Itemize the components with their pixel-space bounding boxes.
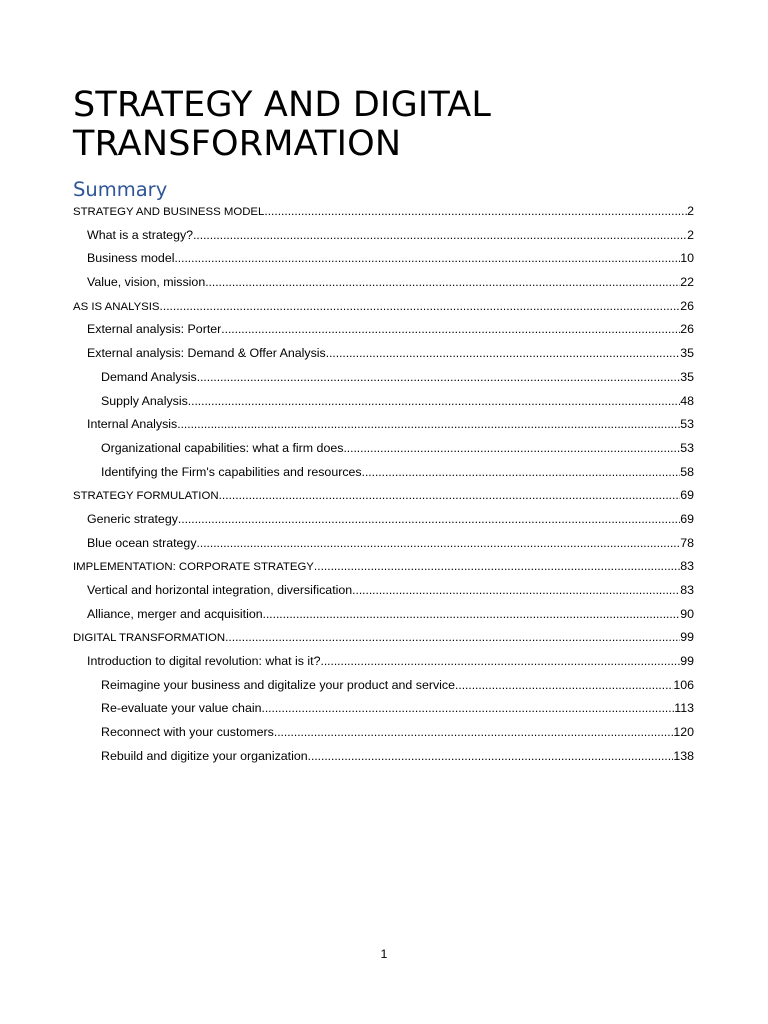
toc-entry-title[interactable]: Business model	[87, 251, 175, 266]
toc-entry-page-number[interactable]: 26	[680, 322, 694, 337]
toc-entry[interactable]	[73, 484, 694, 508]
toc-entry[interactable]	[73, 224, 694, 248]
toc-dot-leader	[455, 674, 673, 698]
toc-entry[interactable]	[73, 461, 694, 485]
toc-entry[interactable]	[73, 247, 694, 271]
toc-dot-leader	[343, 437, 680, 461]
toc-dot-leader	[188, 390, 680, 414]
toc-entry[interactable]	[73, 745, 694, 769]
toc-entry[interactable]	[73, 366, 694, 390]
toc-dot-leader	[326, 342, 680, 366]
toc-entry-title[interactable]: External analysis: Porter	[87, 322, 222, 337]
toc-dot-leader	[174, 247, 680, 271]
toc-entry-title[interactable]: Reimagine your business and digitalize your product and service	[101, 677, 456, 692]
toc-entry[interactable]	[73, 200, 694, 224]
toc-entry-title[interactable]: DIGITAL TRANSFORMATION	[73, 632, 226, 645]
toc-entry-page-number[interactable]: 35	[680, 346, 694, 361]
toc-entry-title[interactable]: What is a strategy?	[87, 227, 194, 242]
toc-entry-page-number[interactable]: 120	[673, 725, 694, 740]
toc-entry-title[interactable]: Demand Analysis	[101, 369, 197, 384]
toc-entry-title[interactable]: Supply Analysis	[101, 393, 188, 408]
toc-dot-leader	[225, 626, 680, 650]
toc-dot-leader	[178, 508, 680, 532]
toc-entry[interactable]	[73, 650, 694, 674]
toc-entry[interactable]	[73, 390, 694, 414]
toc-entry-page-number[interactable]: 99	[680, 630, 694, 645]
toc-entry-page-number[interactable]: 10	[680, 251, 694, 266]
toc-entry-page-number[interactable]: 58	[680, 464, 694, 479]
toc-entry-title[interactable]: STRATEGY FORMULATION	[73, 490, 219, 503]
toc-dot-leader	[262, 697, 675, 721]
toc-entry[interactable]	[73, 555, 694, 579]
toc-entry-title[interactable]: Identifying the Firm's capabilities and resources	[101, 464, 362, 479]
table-of-contents	[73, 200, 694, 769]
toc-entry-page-number[interactable]: 83	[680, 559, 694, 574]
toc-dot-leader	[197, 366, 680, 390]
toc-entry[interactable]	[73, 295, 694, 319]
toc-entry[interactable]	[73, 674, 694, 698]
toc-entry-page-number[interactable]: 106	[673, 677, 694, 692]
toc-dot-leader	[314, 555, 680, 579]
toc-entry-title[interactable]: Generic strategy	[87, 511, 178, 526]
toc-entry-title[interactable]: External analysis: Demand & Offer Analysis	[87, 346, 326, 361]
toc-entry[interactable]	[73, 626, 694, 650]
toc-entry[interactable]	[73, 721, 694, 745]
summary-heading: Summary	[73, 178, 168, 201]
toc-dot-leader	[264, 200, 687, 224]
toc-entry-title[interactable]: Reconnect with your customers	[101, 725, 274, 740]
toc-dot-leader	[308, 745, 674, 769]
toc-entry-title[interactable]: Re-evaluate your value chain	[101, 701, 262, 716]
toc-entry[interactable]	[73, 413, 694, 437]
toc-entry-page-number[interactable]: 2	[687, 227, 694, 242]
toc-entry-title[interactable]: Organizational capabilities: what a firm does	[101, 440, 344, 455]
toc-entry-title[interactable]: IMPLEMENTATION: CORPORATE STRATEGY	[73, 561, 314, 574]
toc-entry-page-number[interactable]: 138	[673, 748, 694, 763]
toc-entry-page-number[interactable]: 69	[680, 511, 694, 526]
toc-entry-page-number[interactable]: 48	[680, 393, 694, 408]
toc-entry[interactable]	[73, 508, 694, 532]
toc-entry-page-number[interactable]: 35	[680, 369, 694, 384]
toc-dot-leader	[219, 484, 681, 508]
toc-entry-title[interactable]: Value, vision, mission	[87, 275, 206, 290]
toc-dot-leader	[263, 603, 681, 627]
document-title: STRATEGY AND DIGITAL TRANSFORMATION	[73, 85, 492, 164]
toc-entry-title[interactable]: Introduction to digital revolution: what is it?	[87, 654, 321, 669]
toc-entry-title[interactable]: Rebuild and digitize your organization	[101, 748, 308, 763]
toc-dot-leader	[193, 224, 687, 248]
toc-entry-page-number[interactable]: 90	[680, 606, 694, 621]
toc-dot-leader	[321, 650, 681, 674]
toc-dot-leader	[221, 318, 680, 342]
toc-entry[interactable]	[73, 532, 694, 556]
toc-entry-page-number[interactable]: 22	[680, 275, 694, 290]
toc-dot-leader	[177, 413, 680, 437]
toc-entry[interactable]	[73, 697, 694, 721]
toc-entry-title[interactable]: Alliance, merger and acquisition	[87, 606, 263, 621]
toc-dot-leader	[205, 271, 680, 295]
toc-entry-title[interactable]: Internal Analysis	[87, 417, 178, 432]
toc-entry-title[interactable]: STRATEGY AND BUSINESS MODEL	[73, 206, 265, 218]
toc-dot-leader	[197, 532, 681, 556]
toc-entry-title[interactable]: Blue ocean strategy	[87, 535, 197, 550]
page-number: 1	[380, 947, 388, 961]
toc-entry[interactable]	[73, 437, 694, 461]
toc-entry-page-number[interactable]: 113	[674, 701, 694, 716]
toc-entry[interactable]	[73, 579, 694, 603]
toc-entry-page-number[interactable]: 26	[680, 298, 694, 313]
toc-entry-page-number[interactable]: 78	[680, 535, 694, 550]
toc-entry[interactable]	[73, 271, 694, 295]
toc-entry-page-number[interactable]: 53	[680, 417, 694, 432]
toc-entry-page-number[interactable]: 69	[680, 488, 694, 503]
toc-entry[interactable]	[73, 603, 694, 627]
toc-entry-page-number[interactable]: 2	[687, 204, 694, 218]
toc-entry-page-number[interactable]: 99	[680, 654, 694, 669]
toc-entry-page-number[interactable]: 53	[680, 440, 694, 455]
toc-dot-leader	[362, 461, 681, 485]
toc-dot-leader	[160, 295, 681, 319]
toc-entry-title[interactable]: Vertical and horizontal integration, diversification	[87, 583, 353, 597]
toc-entry[interactable]	[73, 342, 694, 366]
toc-dot-leader	[274, 721, 673, 745]
toc-dot-leader	[352, 579, 680, 603]
toc-entry-page-number[interactable]: 83	[680, 583, 694, 597]
toc-entry-title[interactable]: AS IS ANALYSIS	[73, 300, 160, 313]
toc-entry[interactable]	[73, 318, 694, 342]
